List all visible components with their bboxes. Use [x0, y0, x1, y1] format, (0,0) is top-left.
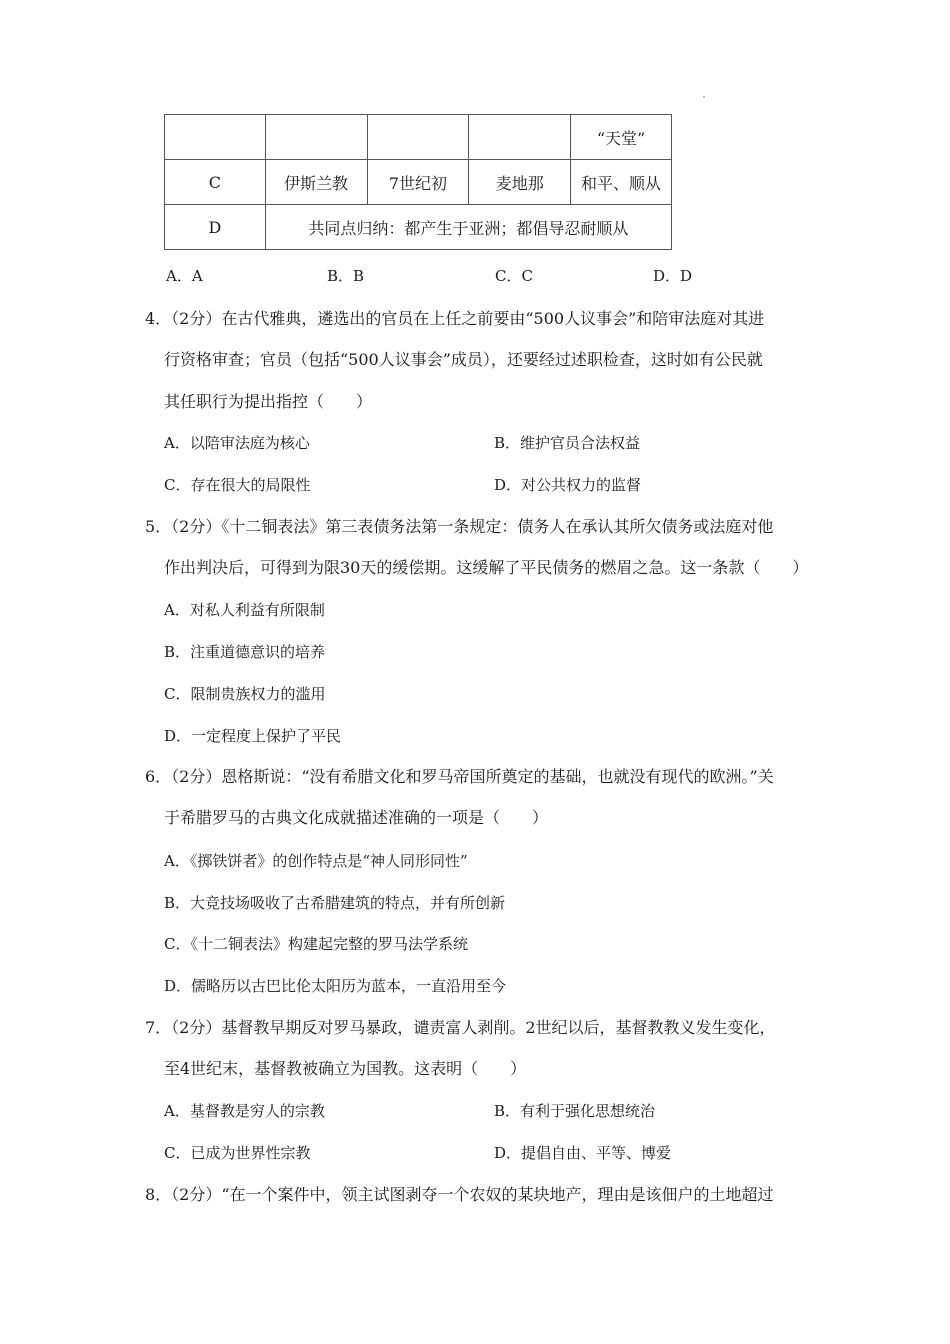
option-a[interactable]: A．基督教是穷人的宗教 [164, 1102, 325, 1120]
option-c[interactable]: C．C [495, 267, 533, 285]
option-d[interactable]: D．儒略历以古巴比伦太阳历为蓝本，一直沿用至今 [164, 977, 507, 995]
option-b[interactable]: B．注重道德意识的培养 [164, 643, 326, 661]
option-d[interactable]: D．提倡自由、平等、博爱 [494, 1144, 672, 1162]
table-cell-merged: 共同点归纳：都产生于亚洲；都倡导忍耐顺从 [265, 205, 671, 250]
question-text: 作出判决后，可得到为限30天的缓偿期。这缓解了平民债务的燃眉之急。这一条款（ ） [164, 558, 809, 577]
question-text: 行资格审查；官员（包括“500人议事会”成员），还要经过述职检查，这时如有公民就 [164, 350, 763, 369]
table-cell: 伊斯兰教 [265, 160, 367, 205]
table-cell [165, 115, 266, 160]
option-a[interactable]: A．A [166, 267, 203, 285]
question-text: 其任职行为提出指控（ ） [164, 392, 373, 411]
option-b[interactable]: B．大竞技场吸收了古希腊建筑的特点，并有所创新 [164, 894, 506, 912]
option-d[interactable]: D．D [653, 267, 693, 285]
question-text: 于希腊罗马的古典文化成就描述准确的一项是（ ） [164, 808, 549, 827]
question-text: 6．（2分）恩格斯说：“没有希腊文化和罗马帝国所奠定的基础，也就没有现代的欧洲。”关 [145, 767, 774, 786]
table-cell [469, 115, 571, 160]
option-c[interactable]: C．存在很大的局限性 [164, 476, 311, 494]
option-c[interactable]: C．限制贵族权力的滥用 [164, 685, 326, 703]
option-b[interactable]: B．有利于强化思想统治 [494, 1102, 656, 1120]
table-cell: 7世纪初 [367, 160, 469, 205]
option-a[interactable]: A．《掷铁饼者》的创作特点是“神人同形同性” [164, 852, 468, 870]
option-c[interactable]: C．《十二铜表法》构建起完整的罗马法学系统 [164, 935, 468, 953]
question-text: 8．（2分）“在一个案件中，领主试图剥夺一个农奴的某块地产，理由是该佃户的土地超过 [145, 1185, 774, 1204]
question-text: 至4世纪末，基督教被确立为国教。这表明（ ） [164, 1059, 527, 1078]
option-b[interactable]: B．维护官员合法权益 [494, 434, 641, 452]
scan-speck [703, 96, 705, 98]
table-cell: 麦地那 [469, 160, 571, 205]
table-cell: 和平、顺从 [571, 160, 672, 205]
table-row [165, 160, 672, 205]
question-text: 7．（2分）基督教早期反对罗马暴政，谴责富人剥削。2世纪以后，基督教教义发生变化， [145, 1018, 776, 1037]
option-d[interactable]: D．一定程度上保护了平民 [164, 727, 342, 745]
table-cell: C [165, 160, 266, 205]
option-d[interactable]: D．对公共权力的监督 [494, 476, 642, 494]
table-cell: “天堂” [571, 115, 672, 160]
table-row [165, 115, 672, 160]
question-text: 5．（2分）《十二铜表法》第三表债务法第一条规定：债务人在承认其所欠债务或法庭对他 [145, 517, 774, 536]
table-cell [367, 115, 469, 160]
option-c[interactable]: C．已成为世界性宗教 [164, 1144, 311, 1162]
question-text: 4．（2分）在古代雅典，遴选出的官员在上任之前要由“500人议事会”和陪审法庭对其进 [145, 309, 765, 328]
option-a[interactable]: A．对私人利益有所限制 [164, 601, 325, 619]
option-b[interactable]: B．B [327, 267, 365, 285]
table-cell: D [165, 205, 266, 250]
table-cell [265, 115, 367, 160]
table-row [165, 205, 672, 250]
religion-comparison-table [164, 114, 672, 250]
option-a[interactable]: A．以陪审法庭为核心 [164, 434, 310, 452]
